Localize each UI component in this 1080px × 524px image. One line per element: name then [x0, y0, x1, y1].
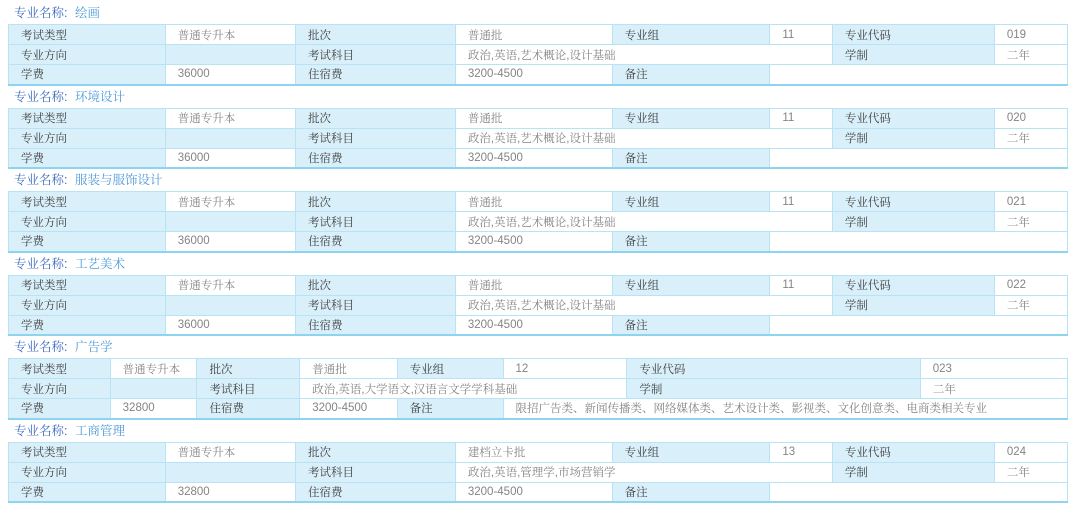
duration-value: 二年: [994, 212, 1067, 232]
major-group-value: 13: [770, 442, 832, 462]
major-code-label: 专业代码: [832, 442, 994, 462]
tuition-value: 32800: [165, 482, 295, 502]
subjects-value: 政治,英语,大学语文,汉语言文学学科基础: [300, 379, 627, 399]
table-row: [9, 148, 1068, 168]
subjects-label: 考试科目: [295, 45, 455, 65]
remark-value: [770, 232, 1068, 252]
table-row: [9, 359, 1068, 379]
major-name: 服装与服饰设计: [74, 173, 163, 187]
table-row: [9, 399, 1068, 419]
accommodation-label: 住宿费: [295, 65, 455, 85]
duration-label: 学制: [832, 212, 994, 232]
major-code-label: 专业代码: [832, 275, 994, 295]
tuition-label: 学费: [9, 482, 166, 502]
direction-label: 专业方向: [9, 379, 111, 399]
table-row: [9, 275, 1068, 295]
batch-value: 普通批: [455, 108, 612, 128]
major-code-value: 020: [994, 108, 1067, 128]
major-group-label: 专业组: [612, 275, 770, 295]
subjects-label: 考试科目: [295, 212, 455, 232]
tuition-value: 36000: [165, 65, 295, 85]
accommodation-value: 3200-4500: [455, 148, 612, 168]
direction-label: 专业方向: [9, 212, 166, 232]
duration-label: 学制: [832, 295, 994, 315]
major-code-value: 021: [994, 192, 1067, 212]
major-name: 广告学: [74, 340, 113, 354]
direction-value: [110, 379, 197, 399]
accommodation-value: 3200-4500: [455, 232, 612, 252]
duration-label: 学制: [627, 379, 920, 399]
major-code-value: 019: [994, 25, 1067, 45]
major-title: [8, 3, 1068, 24]
major-code-value: 024: [994, 442, 1067, 462]
table-row: [9, 25, 1068, 45]
exam-type-value: 普通专升本: [165, 275, 295, 295]
exam-type-value: 普通专升本: [165, 108, 295, 128]
major-title: [8, 254, 1068, 275]
major-group-value: 12: [503, 359, 627, 379]
batch-value: 建档立卡批: [455, 442, 612, 462]
tuition-label: 学费: [9, 399, 111, 419]
batch-value: 普通批: [455, 25, 612, 45]
remark-label: 备注: [612, 232, 770, 252]
direction-value: [165, 45, 295, 65]
table-row: [9, 45, 1068, 65]
tuition-value: 36000: [165, 148, 295, 168]
batch-label: 批次: [295, 275, 455, 295]
major-name: 工商管理: [74, 423, 125, 438]
accommodation-label: 住宿费: [295, 482, 455, 502]
major-block: [8, 170, 1068, 253]
major-group-value: 11: [770, 192, 832, 212]
table-row: [9, 212, 1068, 232]
batch-label: 批次: [295, 442, 455, 462]
remark-value: [770, 148, 1068, 168]
exam-type-value: 普通专升本: [165, 192, 295, 212]
major-group-value: 11: [770, 25, 832, 45]
batch-label: 批次: [295, 108, 455, 128]
batch-value: 普通批: [455, 275, 612, 295]
direction-value: [165, 128, 295, 148]
tuition-label: 学费: [9, 232, 166, 252]
direction-label: 专业方向: [9, 128, 166, 148]
accommodation-label: 住宿费: [197, 399, 300, 419]
major-code-value: 023: [920, 359, 1067, 379]
subjects-label: 考试科目: [295, 128, 455, 148]
major-name-label: 专业名称:: [14, 89, 68, 104]
duration-value: 二年: [994, 295, 1067, 315]
major-title: [8, 421, 1068, 442]
tuition-value: 36000: [165, 232, 295, 252]
remark-value: 限招广告类、新闻传播类、网络媒体类、艺术设计类、影视类、文化创意类、电商类相关专业: [503, 399, 1067, 419]
major-block: [8, 421, 1068, 504]
major-group-label: 专业组: [612, 108, 770, 128]
major-title: [8, 337, 1068, 358]
major-name-label: 专业名称:: [14, 340, 68, 354]
accommodation-value: 3200-4500: [455, 65, 612, 85]
tuition-value: 36000: [165, 315, 295, 335]
accommodation-value: 3200-4500: [455, 315, 612, 335]
exam-type-value: 普通专升本: [110, 359, 197, 379]
major-block: [8, 87, 1068, 170]
exam-type-label: 考试类型: [9, 275, 166, 295]
major-title: [8, 87, 1068, 108]
major-group-label: 专业组: [397, 359, 503, 379]
major-info-table: [8, 275, 1068, 337]
subjects-label: 考试科目: [197, 379, 300, 399]
batch-label: 批次: [197, 359, 300, 379]
major-name: 绘画: [74, 6, 100, 20]
batch-label: 批次: [295, 192, 455, 212]
major-info-table: [8, 442, 1068, 504]
exam-type-label: 考试类型: [9, 192, 166, 212]
accommodation-label: 住宿费: [295, 148, 455, 168]
accommodation-value: 3200-4500: [455, 482, 612, 502]
exam-type-value: 普通专升本: [165, 442, 295, 462]
tuition-value: 32800: [110, 399, 197, 419]
remark-label: 备注: [612, 315, 770, 335]
remark-label: 备注: [612, 65, 770, 85]
batch-label: 批次: [295, 25, 455, 45]
batch-value: 普通批: [455, 192, 612, 212]
major-group-value: 11: [770, 275, 832, 295]
direction-value: [165, 295, 295, 315]
table-row: [9, 128, 1068, 148]
major-info-table: [8, 191, 1068, 253]
duration-value: 二年: [920, 379, 1067, 399]
table-row: [9, 482, 1068, 502]
remark-value: [770, 315, 1068, 335]
tuition-label: 学费: [9, 148, 166, 168]
major-group-value: 11: [770, 108, 832, 128]
tuition-label: 学费: [9, 315, 166, 335]
subjects-value: 政治,英语,艺术概论,设计基础: [455, 295, 832, 315]
major-block: [8, 337, 1068, 420]
table-row: [9, 442, 1068, 462]
major-group-label: 专业组: [612, 25, 770, 45]
accommodation-label: 住宿费: [295, 232, 455, 252]
table-row: [9, 65, 1068, 85]
major-code-value: 022: [994, 275, 1067, 295]
remark-label: 备注: [612, 148, 770, 168]
major-name-label: 专业名称:: [14, 423, 68, 438]
major-name: 工艺美术: [74, 256, 125, 271]
major-name-label: 专业名称:: [14, 256, 68, 271]
subjects-value: 政治,英语,管理学,市场营销学: [455, 462, 832, 482]
tuition-label: 学费: [9, 65, 166, 85]
duration-label: 学制: [832, 45, 994, 65]
remark-label: 备注: [397, 399, 503, 419]
duration-value: 二年: [994, 45, 1067, 65]
major-info-table: [8, 24, 1068, 86]
table-row: [9, 108, 1068, 128]
table-row: [9, 462, 1068, 482]
direction-label: 专业方向: [9, 462, 166, 482]
major-code-label: 专业代码: [832, 192, 994, 212]
major-info-table: [8, 358, 1068, 420]
major-code-label: 专业代码: [832, 25, 994, 45]
direction-label: 专业方向: [9, 295, 166, 315]
exam-type-label: 考试类型: [9, 25, 166, 45]
table-row: [9, 379, 1068, 399]
batch-value: 普通批: [300, 359, 397, 379]
table-row: [9, 232, 1068, 252]
major-name-label: 专业名称:: [14, 6, 68, 20]
duration-label: 学制: [832, 128, 994, 148]
subjects-value: 政治,英语,艺术概论,设计基础: [455, 212, 832, 232]
remark-label: 备注: [612, 482, 770, 502]
accommodation-label: 住宿费: [295, 315, 455, 335]
table-row: [9, 192, 1068, 212]
subjects-value: 政治,英语,艺术概论,设计基础: [455, 45, 832, 65]
remark-value: [770, 65, 1068, 85]
major-group-label: 专业组: [612, 442, 770, 462]
duration-label: 学制: [832, 462, 994, 482]
major-block: [8, 254, 1068, 337]
major-title: [8, 170, 1068, 191]
exam-type-value: 普通专升本: [165, 25, 295, 45]
major-name: 环境设计: [74, 89, 125, 104]
major-name-label: 专业名称:: [14, 173, 68, 187]
major-code-label: 专业代码: [627, 359, 920, 379]
subjects-label: 考试科目: [295, 295, 455, 315]
table-row: [9, 295, 1068, 315]
duration-value: 二年: [994, 128, 1067, 148]
direction-label: 专业方向: [9, 45, 166, 65]
direction-value: [165, 462, 295, 482]
accommodation-value: 3200-4500: [300, 399, 397, 419]
major-code-label: 专业代码: [832, 108, 994, 128]
exam-type-label: 考试类型: [9, 442, 166, 462]
major-info-table: [8, 108, 1068, 170]
major-block: [8, 3, 1068, 86]
table-row: [9, 315, 1068, 335]
major-group-label: 专业组: [612, 192, 770, 212]
exam-type-label: 考试类型: [9, 108, 166, 128]
remark-value: [770, 482, 1068, 502]
duration-value: 二年: [994, 462, 1067, 482]
exam-type-label: 考试类型: [9, 359, 111, 379]
subjects-label: 考试科目: [295, 462, 455, 482]
direction-value: [165, 212, 295, 232]
subjects-value: 政治,英语,艺术概论,设计基础: [455, 128, 832, 148]
